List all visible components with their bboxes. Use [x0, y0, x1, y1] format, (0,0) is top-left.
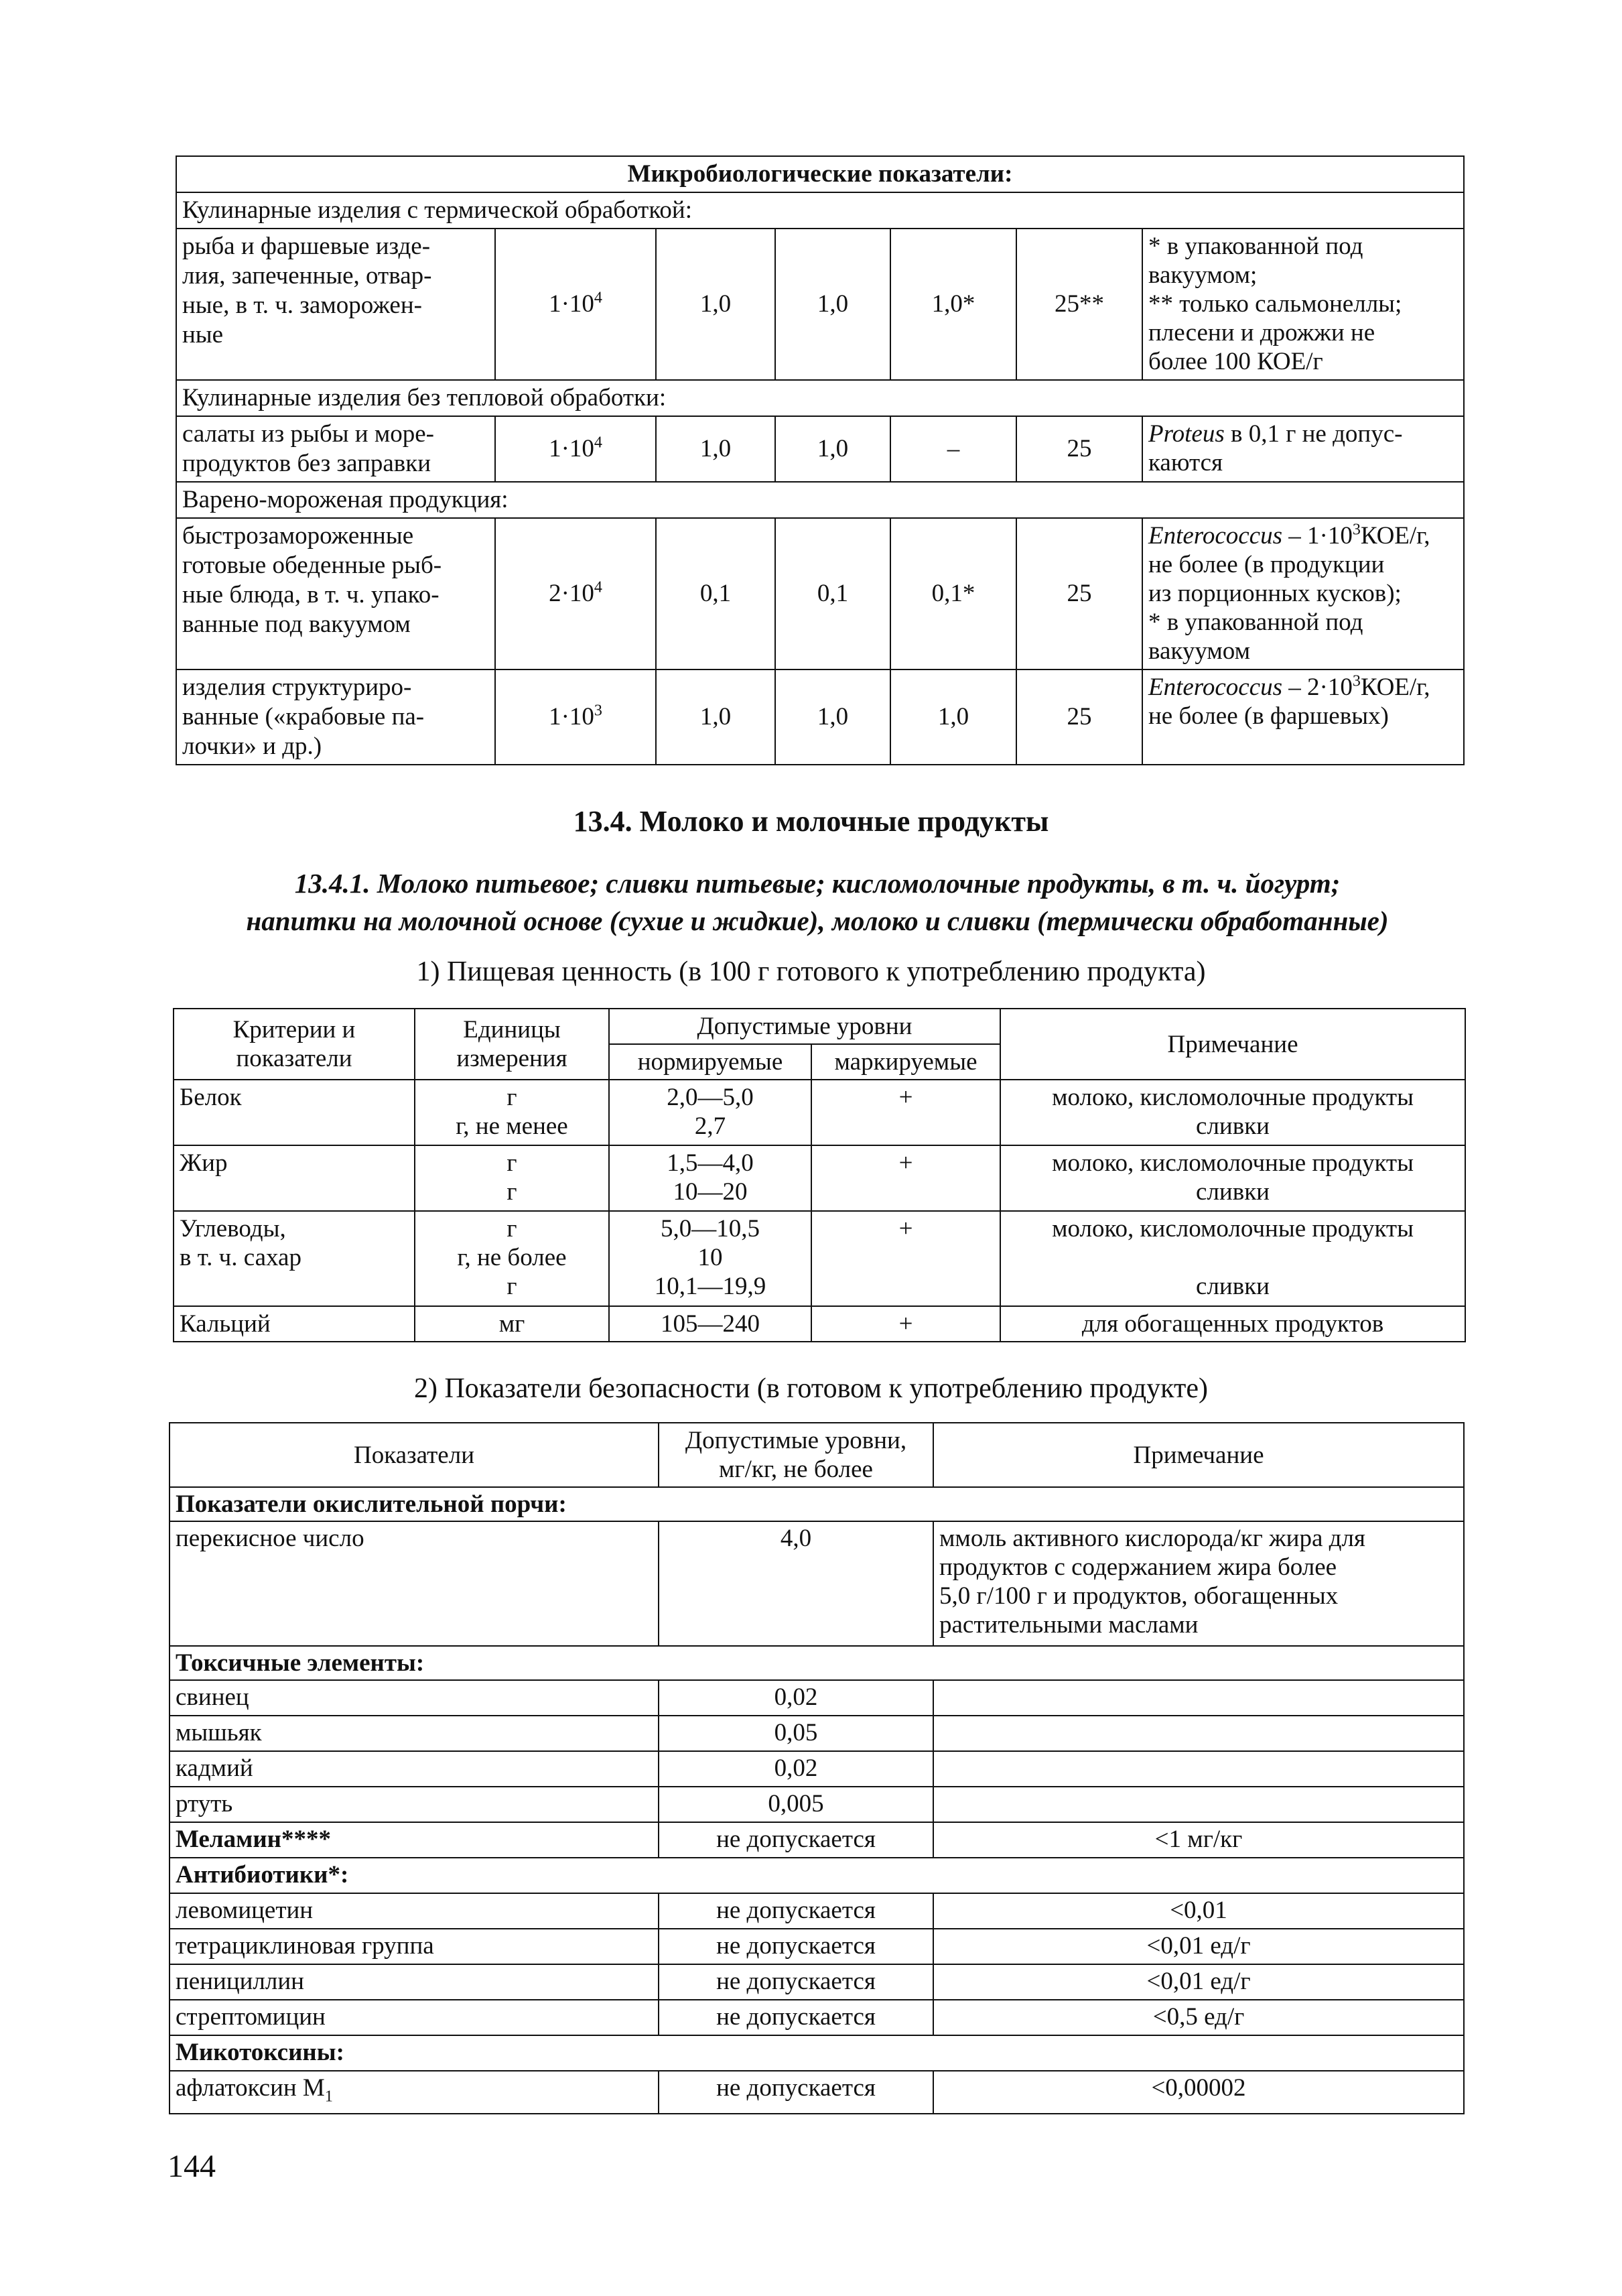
column-header: Допустимые уровни	[609, 1009, 1000, 1044]
table-row	[170, 1521, 1464, 1646]
value-cell: 1,0	[656, 669, 775, 765]
table-caption: 2) Показатели безопасности (в готовом к употреблению продукте)	[413, 1373, 1208, 1404]
table-row	[170, 1751, 1464, 1787]
row-label: пенициллин	[170, 1964, 659, 2000]
table-row	[170, 1893, 1464, 1929]
row-label: ртуть	[170, 1787, 659, 1822]
section-label: Кулинарные изделия без тепловой обработки:	[176, 380, 1464, 416]
level-cell: 0,02	[659, 1680, 933, 1716]
table-row	[170, 1822, 1464, 1858]
row-label: афлатоксин $М_1$	[170, 2071, 659, 2114]
note-cell: <0,01 ед/г	[933, 1964, 1464, 2000]
nutrition-table	[173, 1008, 1466, 1342]
table-header: Микробиологические показатели:	[176, 156, 1464, 192]
normed-cell: 1,5—4,0 10—20	[609, 1145, 811, 1211]
note-cell: молоко, кисломолочные продукты сливки	[1000, 1211, 1465, 1306]
row-label: Меламин****	[170, 1822, 659, 1858]
kmafanm-value: $1\cdot 10^4$	[495, 229, 656, 380]
value-cell: 1,0	[775, 669, 890, 765]
value-cell: 1,0	[775, 416, 890, 482]
table-row	[170, 2071, 1464, 2114]
page-number: 144	[167, 2149, 216, 2184]
marked-cell: +	[811, 1145, 1000, 1211]
kmafanm-value: $1\cdot 10^4$	[495, 416, 656, 482]
units-cell: мг	[415, 1306, 609, 1342]
value-cell: 25**	[1016, 229, 1142, 380]
value-cell: 1,0	[656, 416, 775, 482]
marked-cell: +	[811, 1211, 1000, 1306]
row-label: свинец	[170, 1680, 659, 1716]
group-label: Показатели окислительной порчи:	[170, 1487, 1464, 1521]
note-cell: * в упакованной под вакуумом; ** только сальмонеллы; плесени и дрожжи не более 100 КОЕ/г	[1142, 229, 1464, 380]
value-cell: 1,0	[890, 669, 1016, 765]
units-cell: г г, не более г	[415, 1211, 609, 1306]
table-row	[174, 1306, 1465, 1342]
value-cell: 0,1	[656, 518, 775, 669]
note-cell: молоко, кисломолочные продукты сливки	[1000, 1080, 1465, 1145]
section-label: Варено-мороженая продукция:	[176, 482, 1464, 518]
value-cell: 25	[1016, 669, 1142, 765]
microbiology-table	[176, 155, 1465, 765]
note-cell: для обогащенных продуктов	[1000, 1306, 1465, 1342]
level-cell: не допускается	[659, 1929, 933, 1964]
note-cell	[933, 1680, 1464, 1716]
column-header: Примечание	[933, 1423, 1464, 1487]
column-header: Критерии и показатели	[174, 1009, 415, 1080]
note-cell	[933, 1787, 1464, 1822]
row-label: мышьяк	[170, 1716, 659, 1751]
column-header: маркируемые	[811, 1044, 1000, 1080]
normed-cell: 105—240	[609, 1306, 811, 1342]
units-cell: г г, не менее	[415, 1080, 609, 1145]
kmafanm-value: $2\cdot 10^4$	[495, 518, 656, 669]
value-cell: 1,0*	[890, 229, 1016, 380]
level-cell: 0,02	[659, 1751, 933, 1787]
table-row	[174, 1211, 1465, 1306]
value-cell: 0,1*	[890, 518, 1016, 669]
value-cell: 0,1	[775, 518, 890, 669]
column-header: Примечание	[1000, 1009, 1465, 1080]
table-row	[170, 1929, 1464, 1964]
section-label: Кулинарные изделия с термической обработкой:	[176, 192, 1464, 229]
row-label: перекисное число	[170, 1521, 659, 1646]
note-cell	[933, 1716, 1464, 1751]
level-cell: не допускается	[659, 2000, 933, 2035]
value-cell: 25	[1016, 518, 1142, 669]
group-label: Токсичные элементы:	[170, 1646, 1464, 1680]
marked-cell: +	[811, 1306, 1000, 1342]
column-header: Показатели	[170, 1423, 659, 1487]
table-row	[174, 1145, 1465, 1211]
marked-cell: +	[811, 1080, 1000, 1145]
level-cell: не допускается	[659, 1822, 933, 1858]
table-row	[170, 1787, 1464, 1822]
value-cell: –	[890, 416, 1016, 482]
product-name: салаты из рыбы и море- продуктов без заправки	[176, 416, 495, 482]
group-label: Антибиотики*:	[170, 1858, 1464, 1893]
note-cell: Enterococcus – $1\cdot 10^3КОЕ/г$, не более (в продукции из порционных кусков); * в упакованной под вакуумом	[1142, 518, 1464, 669]
row-label: левомицетин	[170, 1893, 659, 1929]
group-label: Микотоксины:	[170, 2035, 1464, 2071]
level-cell: не допускается	[659, 1893, 933, 1929]
level-cell: 0,05	[659, 1716, 933, 1751]
note-cell: <0,01 ед/г	[933, 1929, 1464, 1964]
value-cell: 1,0	[656, 229, 775, 380]
column-header: Единицы измерения	[415, 1009, 609, 1080]
value-cell: 1,0	[775, 229, 890, 380]
product-name: изделия структуриро- ванные («крабовые па- лочки» и др.)	[176, 669, 495, 765]
note-cell: Enterococcus – $2\cdot 10^3КОЕ/г$, не более (в фаршевых)	[1142, 669, 1464, 765]
note-cell: <0,01	[933, 1893, 1464, 1929]
row-label: Жир	[174, 1145, 415, 1211]
table-row	[170, 1964, 1464, 2000]
level-cell: не допускается	[659, 1964, 933, 2000]
table-row	[170, 1680, 1464, 1716]
row-label: Белок	[174, 1080, 415, 1145]
table-row	[170, 1716, 1464, 1751]
row-label: Углеводы, в т. ч. сахар	[174, 1211, 415, 1306]
table-caption: 1) Пищевая ценность (в 100 г готового к употреблению продукта)	[416, 956, 1206, 987]
subsection-heading: 13.4.1. Молоко питьевое; сливки питьевые; кисломолочные продукты, в т. ч. йогурт; напитки на молочной основе (сухие и жидкие), молоко и сливки (термически обработанные)	[246, 868, 1389, 936]
normed-cell: 2,0—5,0 2,7	[609, 1080, 811, 1145]
units-cell: г г	[415, 1145, 609, 1211]
note-cell: <1 мг/кг	[933, 1822, 1464, 1858]
note-cell	[933, 1751, 1464, 1787]
value-cell: 25	[1016, 416, 1142, 482]
level-cell: 0,005	[659, 1787, 933, 1822]
table-row	[174, 1080, 1465, 1145]
column-header: Допустимые уровни, мг/кг, не более	[659, 1423, 933, 1487]
row-label: тетрациклиновая группа	[170, 1929, 659, 1964]
section-heading: 13.4. Молоко и молочные продукты	[573, 805, 1049, 838]
row-label: стрептомицин	[170, 2000, 659, 2035]
level-cell: 4,0	[659, 1521, 933, 1646]
product-name: быстрозамороженные готовые обеденные рыб- ные блюда, в т. ч. упако- ванные под вакуумом	[176, 518, 495, 669]
note-cell: молоко, кисломолочные продукты сливки	[1000, 1145, 1465, 1211]
row-label: кадмий	[170, 1751, 659, 1787]
note-cell: <0,5 ед/г	[933, 2000, 1464, 2035]
level-cell: не допускается	[659, 2071, 933, 2114]
note-cell: Proteus в 0,1 г не допус- каются	[1142, 416, 1464, 482]
note-cell: ммоль активного кислорода/кг жира для продуктов с содержанием жира более 5,0 г/100 г и продуктов, обогащенных растительными маслами	[933, 1521, 1464, 1646]
note-cell: <0,00002	[933, 2071, 1464, 2114]
kmafanm-value: $1\cdot 10^3$	[495, 669, 656, 765]
product-name: рыба и фаршевые изде- лия, запеченные, отвар- ные, в т. ч. заморожен- ные	[176, 229, 495, 380]
normed-cell: 5,0—10,5 10 10,1—19,9	[609, 1211, 811, 1306]
table-row	[170, 2000, 1464, 2035]
safety-table	[169, 1422, 1465, 2114]
column-header: нормируемые	[609, 1044, 811, 1080]
row-label: Кальций	[174, 1306, 415, 1342]
